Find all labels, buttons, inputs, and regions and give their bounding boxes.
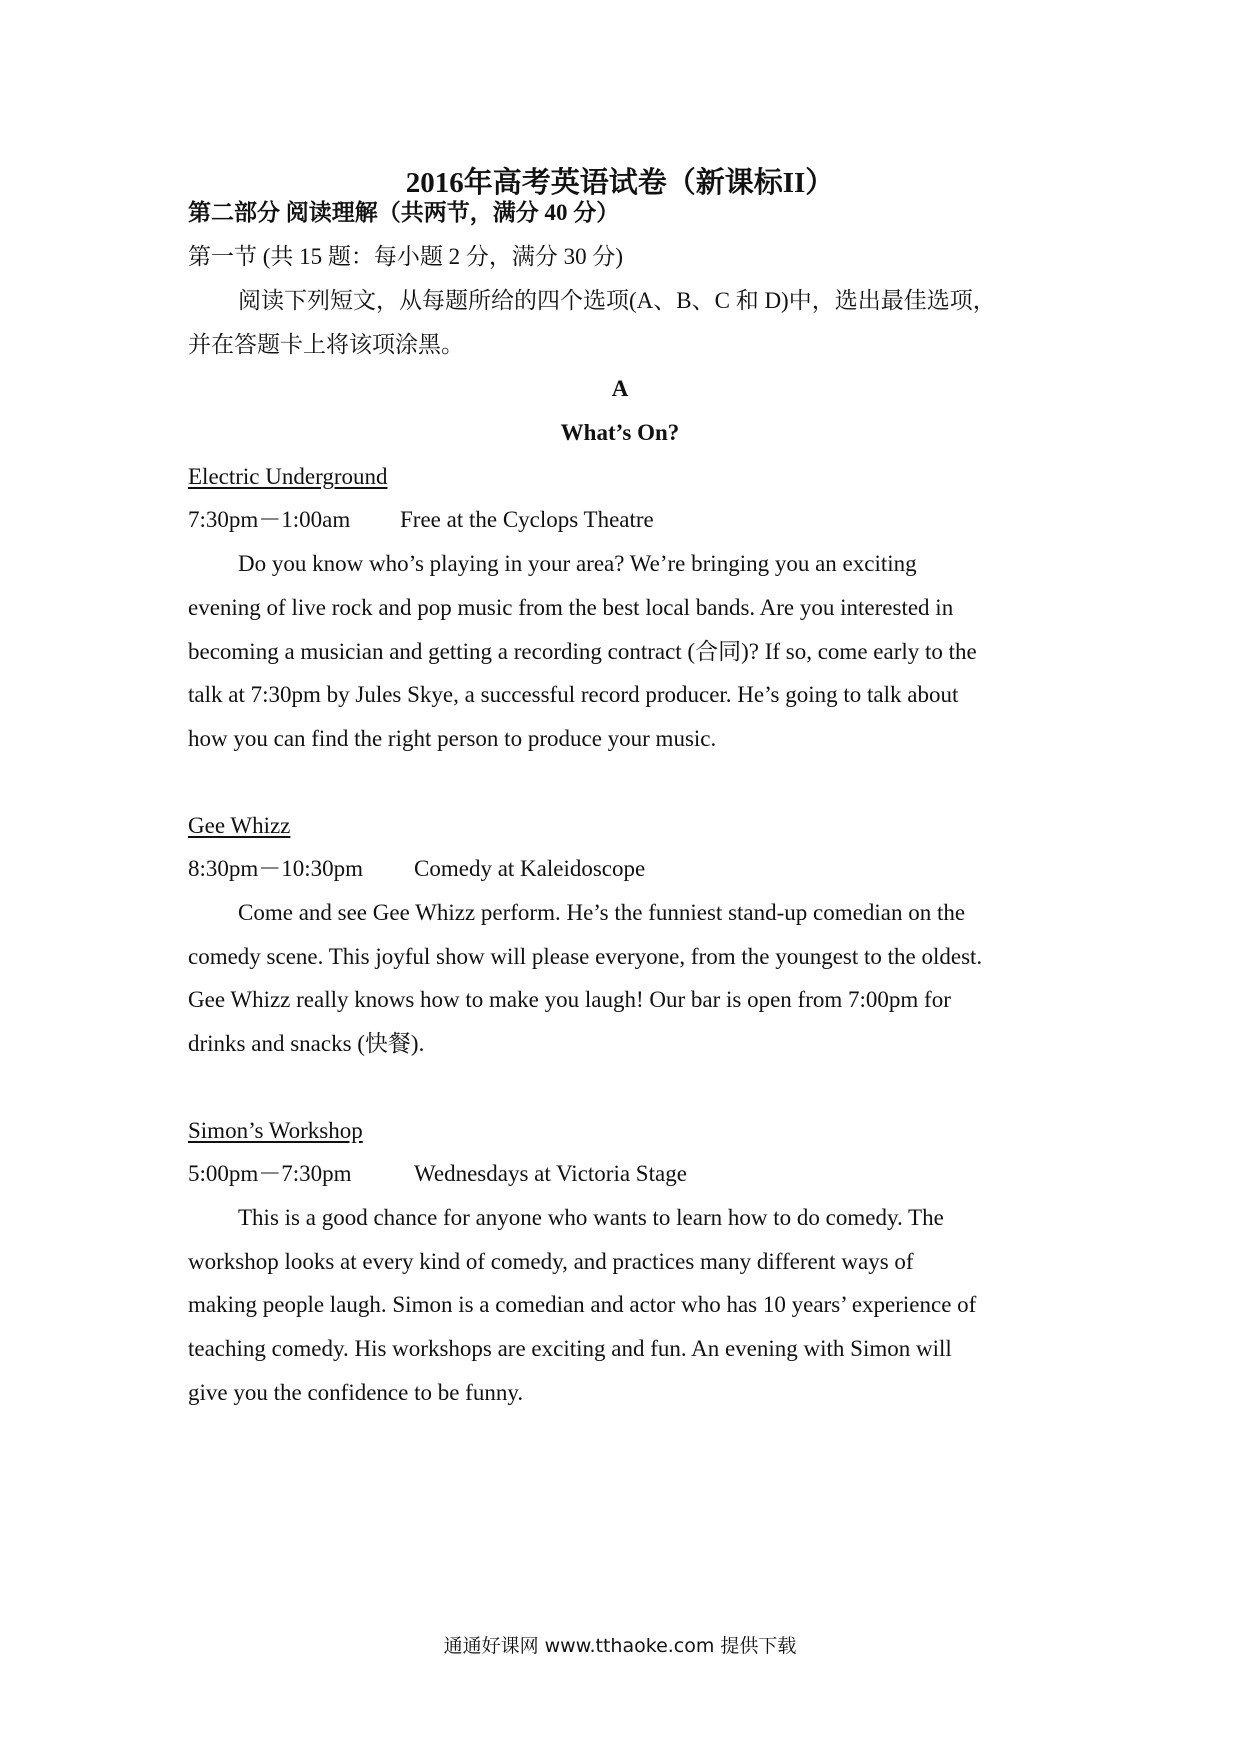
- event-schedule: [188, 503, 1068, 537]
- event-name-text: Electric Underground: [188, 464, 388, 489]
- passage-label: A: [611, 376, 629, 401]
- page-footer: 通通好课网 www.tthaoke.com 提供下载: [443, 1635, 797, 1657]
- event-description-line: Come and see Gee Whizz perform. He’s the funniest stand-up comedian on the: [238, 900, 966, 925]
- event-name-text: Simon’s Workshop: [188, 1118, 363, 1143]
- event-description-line: comedy scene. This joyful show will please everyone, from the youngest to the oldest.: [188, 944, 983, 969]
- event-description-line: talk at 7:30pm by Jules Skye, a successful record producer. He’s going to talk about: [188, 682, 959, 707]
- event-description-line: Do you know who’s playing in your area? We’re bringing you an exciting: [238, 551, 917, 576]
- event-description-line: making people laugh. Simon is a comedian and actor who has 10 years’ experience of: [188, 1292, 977, 1317]
- event-venue: Free at the Cyclops Theatre: [400, 507, 654, 532]
- instructions-line-1: 阅读下列短文，从每题所给的四个选项(A、B、C 和 D)中，选出最佳选项，: [238, 288, 996, 313]
- event-schedule: [188, 852, 1068, 886]
- event-description-line: workshop looks at every kind of comedy, and practices many different ways of: [188, 1249, 914, 1274]
- exam-title: 2016年高考英语试卷（新课标II）: [405, 167, 835, 199]
- event-name: [188, 809, 1068, 843]
- event-description-line: give you the confidence to be funny.: [188, 1380, 524, 1405]
- event-description-line: teaching comedy. His workshops are exciting and fun. An evening with Simon will: [188, 1336, 952, 1361]
- event-description-line: This is a good chance for anyone who wants to learn how to do comedy. The: [238, 1205, 944, 1230]
- event-description-line: evening of live rock and pop music from the best local bands. Are you interested in: [188, 595, 954, 620]
- event-description-line: Gee Whizz really knows how to make you laugh! Our bar is open from 7:00pm for: [188, 987, 951, 1012]
- section-heading: 第一节 (共 15 题：每小题 2 分，满分 30 分): [188, 244, 624, 269]
- event-venue: Wednesdays at Victoria Stage: [414, 1161, 687, 1186]
- event-description-line: becoming a musician and getting a recording contract (合同)? If so, come early to the: [188, 639, 977, 664]
- event-time: 8:30pm－10:30pm: [188, 856, 364, 881]
- event-name-text: Gee Whizz: [188, 813, 291, 838]
- event-description-line: how you can find the right person to produce your music.: [188, 726, 717, 751]
- event-name: [188, 460, 1068, 494]
- event-time: 5:00pm－7:30pm: [188, 1161, 352, 1186]
- instructions-line-2: 并在答题卡上将该项涂黑。: [188, 332, 464, 357]
- event-venue: Comedy at Kaleidoscope: [414, 856, 646, 881]
- event-description-line: drinks and snacks (快餐).: [188, 1031, 425, 1056]
- passage-title: What’s On?: [560, 420, 680, 445]
- event-time: 7:30pm－1:00am: [188, 507, 351, 532]
- event-schedule: [188, 1157, 1068, 1191]
- part-heading: 第二部分 阅读理解（共两节，满分 40 分）: [188, 200, 620, 225]
- event-name: [188, 1114, 1068, 1148]
